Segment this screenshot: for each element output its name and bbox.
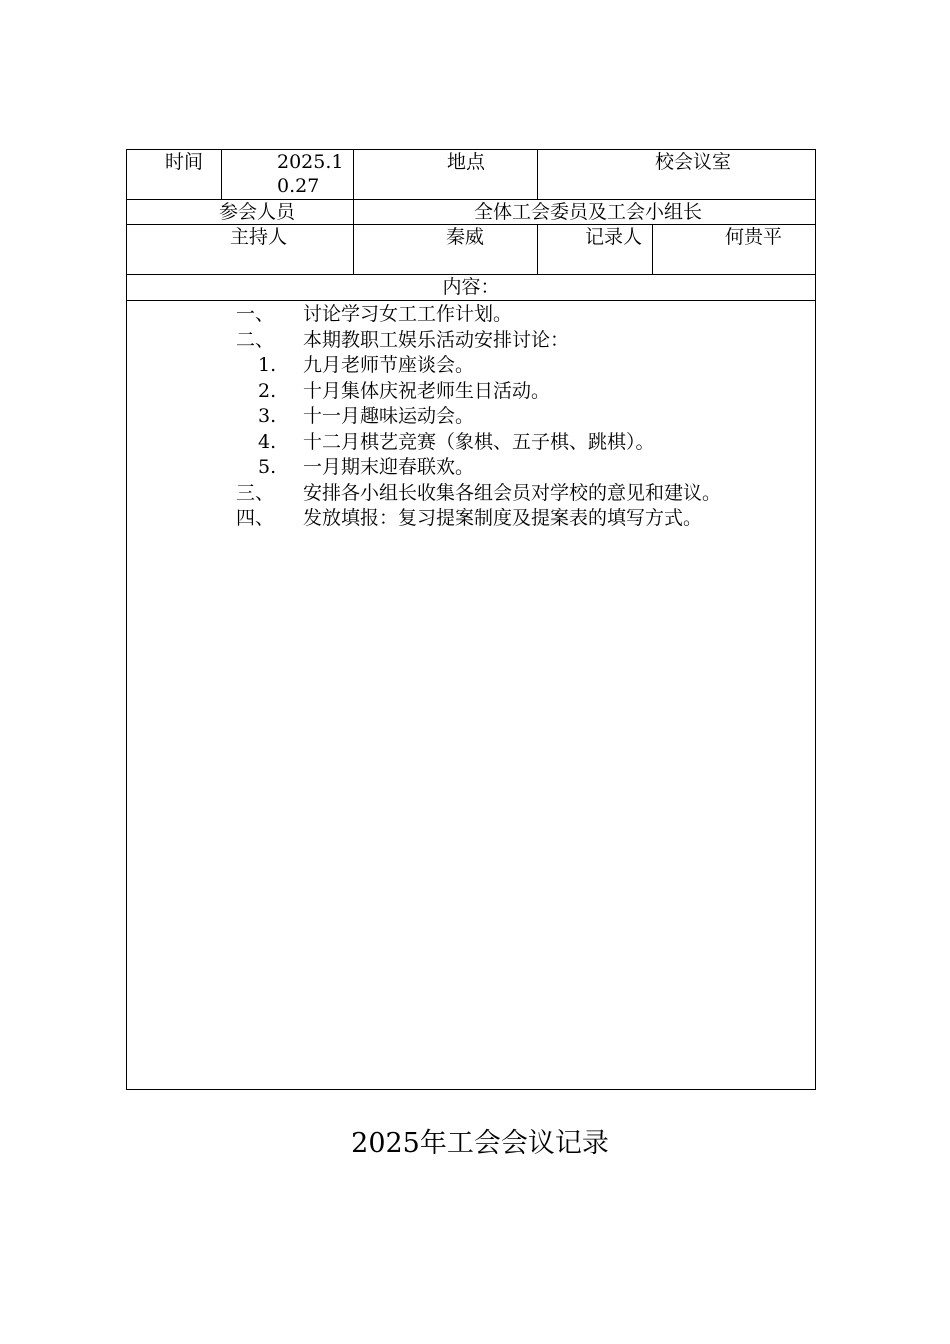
meeting-record-table (126, 149, 816, 1090)
attendees-value: 全体工会委员及工会小组长 (354, 200, 816, 225)
list-item (127, 455, 815, 481)
list-item (127, 302, 815, 328)
list-item-text: 十一月趣味运动会。 (303, 405, 475, 427)
host-value: 秦威 (354, 225, 538, 275)
list-item-text: 九月老师节座谈会。 (303, 354, 475, 376)
page-title: 2025年工会会议记录 (351, 1128, 609, 1159)
list-item-number: 三、 (236, 481, 275, 504)
recorder-value: 何贵平 (653, 225, 816, 275)
list-item-number: 3. (258, 405, 277, 427)
table-row (127, 200, 816, 225)
table-row (127, 301, 816, 1090)
list-item (127, 328, 815, 354)
table-row (127, 275, 816, 301)
date-value: 2025.10.27 (222, 150, 354, 200)
list-item (127, 430, 815, 456)
list-item-number: 四、 (236, 507, 275, 529)
list-item-text: 本期教职工娱乐活动安排讨论： (303, 328, 570, 351)
content-label: 内容： (127, 275, 816, 301)
list-item-text: 十二月棋艺竞赛（象棋、五子棋、跳棋）。 (303, 430, 655, 453)
list-item (127, 506, 815, 532)
list-item (127, 481, 815, 507)
list-item (127, 353, 815, 379)
place-value: 校会议室 (538, 150, 816, 200)
list-item-number: 4. (258, 430, 277, 453)
list-item (127, 404, 815, 430)
content-list (127, 301, 815, 532)
host-label: 主持人 (127, 225, 354, 275)
list-item-number: 2. (258, 379, 277, 402)
content-cell (127, 301, 816, 1090)
attendees-label: 参会人员 (127, 200, 354, 225)
list-item-text: 讨论学习女工工作计划。 (303, 303, 513, 325)
list-item-number: 二、 (236, 328, 275, 351)
list-item (127, 379, 815, 405)
place-label: 地点 (354, 150, 538, 200)
recorder-label: 记录人 (538, 225, 653, 275)
list-item-text: 安排各小组长收集各组会员对学校的意见和建议。 (303, 481, 722, 504)
list-item-text: 一月期末迎春联欢。 (303, 456, 475, 478)
list-item-text: 十月集体庆祝老师生日活动。 (303, 379, 551, 402)
table-row (127, 225, 816, 275)
list-item-number: 1. (258, 354, 277, 376)
time-label: 时间 (127, 150, 222, 200)
list-item-number: 5. (258, 456, 277, 478)
list-item-number: 一、 (236, 303, 275, 325)
table-row (127, 150, 816, 200)
list-item-text: 发放填报：复习提案制度及提案表的填写方式。 (303, 507, 703, 529)
